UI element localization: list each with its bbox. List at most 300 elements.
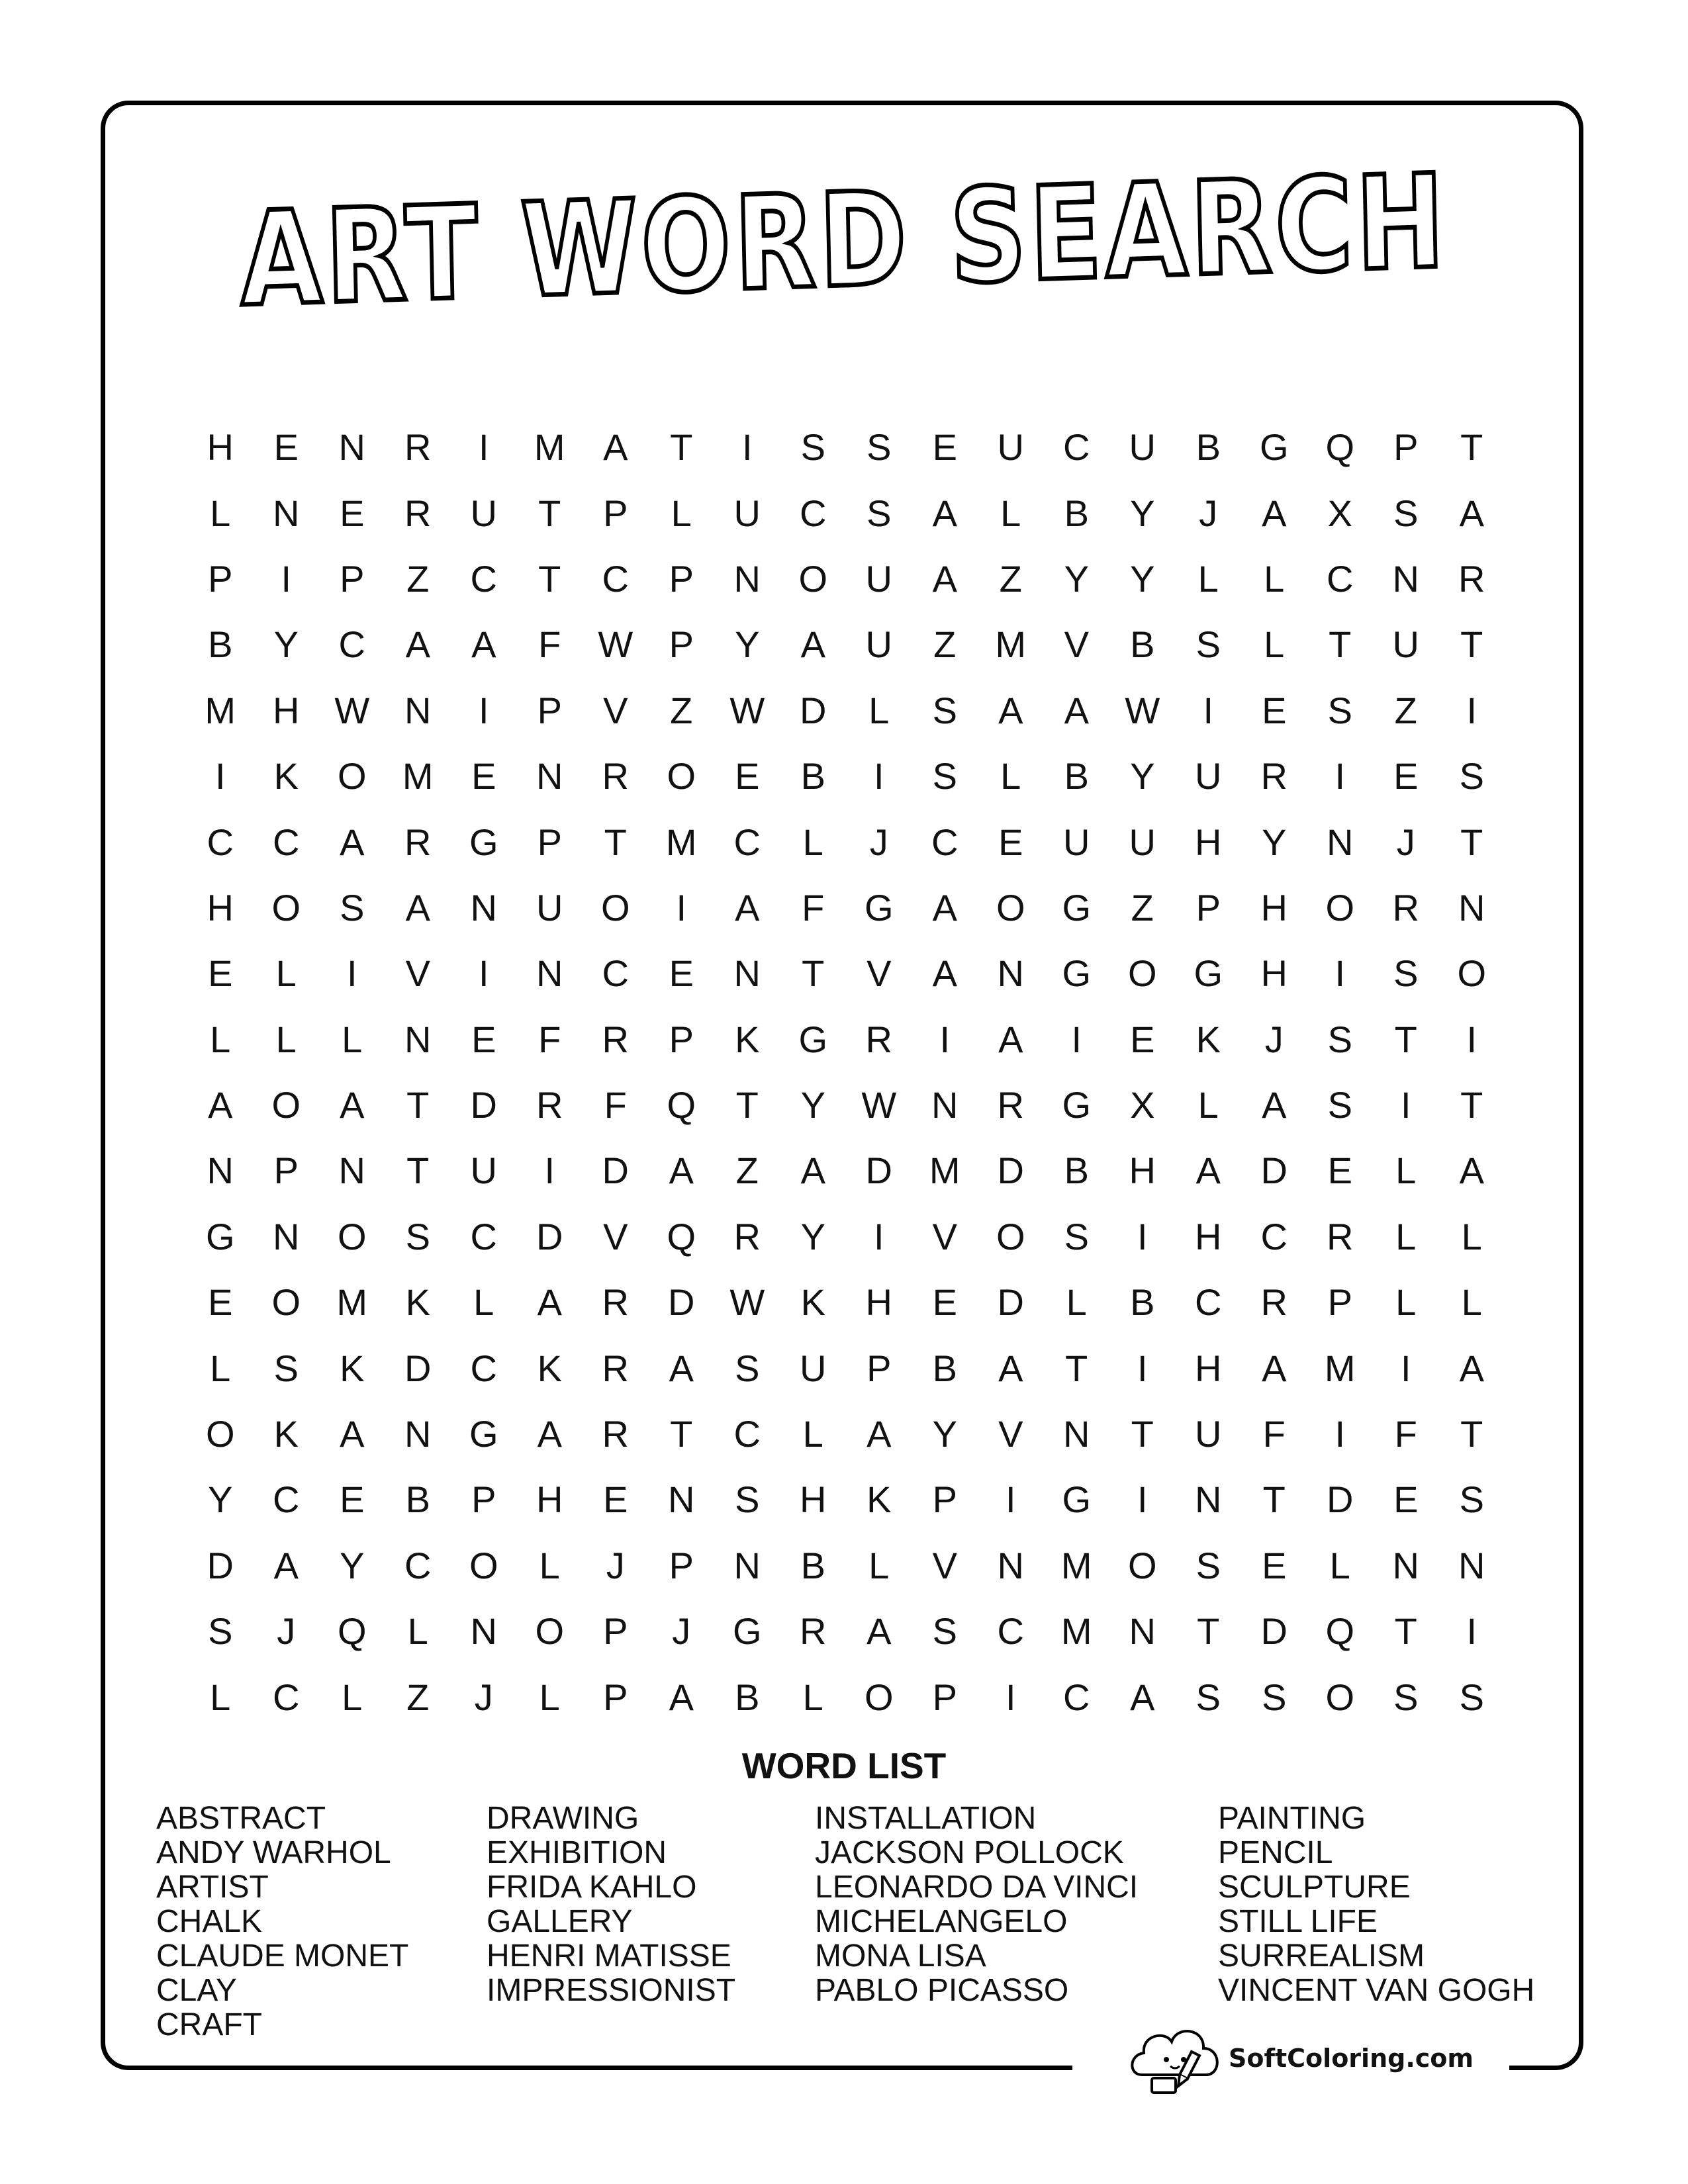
grid-cell[interactable]: K	[800, 1281, 825, 1324]
grid-cell[interactable]: W	[729, 1281, 765, 1324]
grid-cell[interactable]: S	[735, 1479, 760, 1521]
grid-cell[interactable]: B	[735, 1676, 760, 1718]
grid-cell[interactable]: O	[1325, 1676, 1355, 1718]
grid-cell[interactable]: L	[275, 1018, 297, 1060]
grid-cell[interactable]: P	[867, 1347, 892, 1389]
grid-cell[interactable]: T	[1065, 1347, 1088, 1389]
grid-cell[interactable]: R	[1327, 1215, 1354, 1257]
grid-cell[interactable]: P	[669, 557, 694, 600]
grid-cell[interactable]: G	[1062, 1084, 1092, 1126]
grid-cell[interactable]: N	[1392, 557, 1419, 600]
grid-cell[interactable]: E	[340, 1479, 365, 1521]
grid-cell[interactable]: Y	[735, 623, 760, 666]
grid-cell[interactable]: J	[606, 1544, 625, 1586]
grid-cell[interactable]: Y	[800, 1084, 825, 1126]
grid-cell[interactable]: N	[338, 426, 365, 469]
grid-cell[interactable]: N	[338, 1150, 365, 1192]
grid-cell[interactable]: T	[1262, 1479, 1286, 1521]
grid-cell[interactable]: Z	[1131, 886, 1154, 929]
grid-cell[interactable]: L	[210, 1347, 231, 1389]
grid-cell[interactable]: L	[1264, 557, 1285, 600]
grid-cell[interactable]: G	[798, 1018, 828, 1060]
grid-cell[interactable]: A	[867, 1413, 892, 1455]
grid-cell[interactable]: K	[273, 755, 299, 797]
grid-cell[interactable]: E	[998, 821, 1023, 863]
grid-cell[interactable]: L	[342, 1018, 363, 1060]
grid-cell[interactable]: D	[997, 1281, 1024, 1324]
grid-cell[interactable]: B	[1196, 426, 1221, 469]
grid-cell[interactable]: U	[997, 426, 1024, 469]
grid-cell[interactable]: T	[1197, 1610, 1220, 1653]
grid-cell[interactable]: B	[1064, 755, 1089, 797]
grid-cell[interactable]: R	[602, 1281, 629, 1324]
grid-cell[interactable]: O	[337, 755, 367, 797]
grid-cell[interactable]: T	[1460, 1084, 1483, 1126]
grid-cell[interactable]: N	[470, 886, 497, 929]
grid-cell[interactable]: P	[669, 1018, 694, 1060]
grid-cell[interactable]: Z	[933, 623, 957, 666]
grid-cell[interactable]: O	[271, 1084, 301, 1126]
grid-cell[interactable]: G	[1194, 952, 1223, 995]
grid-cell[interactable]: I	[1137, 1215, 1148, 1257]
grid-cell[interactable]: C	[733, 821, 761, 863]
grid-cell[interactable]: Z	[406, 1676, 430, 1718]
grid-cell[interactable]: S	[867, 426, 892, 469]
grid-cell[interactable]: A	[800, 1150, 825, 1192]
grid-cell[interactable]: C	[273, 1676, 300, 1718]
grid-cell[interactable]: U	[1195, 755, 1222, 797]
grid-cell[interactable]: L	[539, 1676, 560, 1718]
grid-cell[interactable]: I	[873, 755, 884, 797]
grid-cell[interactable]: A	[1262, 1347, 1287, 1389]
grid-cell[interactable]: N	[1327, 821, 1354, 863]
grid-cell[interactable]: L	[407, 1610, 428, 1653]
grid-cell[interactable]: T	[1460, 426, 1483, 469]
grid-cell[interactable]: P	[603, 1610, 628, 1653]
grid-cell[interactable]: F	[1394, 1413, 1417, 1455]
grid-cell[interactable]: D	[207, 1544, 234, 1586]
grid-cell[interactable]: K	[340, 1347, 365, 1389]
grid-cell[interactable]: S	[1459, 755, 1484, 797]
grid-cell[interactable]: S	[1064, 1215, 1089, 1257]
grid-cell[interactable]: Z	[999, 557, 1022, 600]
grid-cell[interactable]: A	[669, 1150, 694, 1192]
grid-cell[interactable]: A	[340, 1084, 365, 1126]
grid-cell[interactable]: A	[669, 1347, 694, 1389]
grid-cell[interactable]: T	[1460, 1413, 1483, 1455]
grid-cell[interactable]: P	[1393, 426, 1419, 469]
grid-cell[interactable]: N	[668, 1479, 695, 1521]
grid-cell[interactable]: C	[602, 557, 629, 600]
grid-cell[interactable]: N	[733, 557, 761, 600]
grid-cell[interactable]: I	[1137, 1347, 1148, 1389]
grid-cell[interactable]: K	[273, 1413, 299, 1455]
grid-cell[interactable]: H	[207, 886, 234, 929]
grid-cell[interactable]: I	[478, 426, 489, 469]
grid-cell[interactable]: J	[474, 1676, 493, 1718]
grid-cell[interactable]: C	[404, 1544, 432, 1586]
grid-cell[interactable]: K	[867, 1479, 892, 1521]
grid-cell[interactable]: I	[1005, 1479, 1016, 1521]
grid-cell[interactable]: R	[404, 426, 432, 469]
grid-cell[interactable]: S	[1196, 1544, 1221, 1586]
grid-cell[interactable]: S	[1327, 689, 1352, 731]
grid-cell[interactable]: A	[537, 1281, 562, 1324]
grid-cell[interactable]: R	[602, 1018, 629, 1060]
grid-cell[interactable]: M	[402, 755, 434, 797]
grid-cell[interactable]: T	[1394, 1610, 1417, 1653]
grid-cell[interactable]: E	[1262, 689, 1287, 731]
grid-cell[interactable]: A	[1459, 1150, 1484, 1192]
grid-cell[interactable]: L	[868, 689, 890, 731]
grid-cell[interactable]: S	[932, 1610, 957, 1653]
grid-cell[interactable]: A	[537, 1413, 562, 1455]
grid-cell[interactable]: D	[404, 1347, 432, 1389]
grid-cell[interactable]: P	[669, 623, 694, 666]
grid-cell[interactable]: O	[271, 886, 301, 929]
grid-cell[interactable]: D	[997, 1150, 1024, 1192]
grid-cell[interactable]: U	[1129, 821, 1156, 863]
grid-cell[interactable]: O	[1127, 1544, 1157, 1586]
grid-cell[interactable]: P	[932, 1676, 957, 1718]
grid-cell[interactable]: I	[1335, 755, 1346, 797]
grid-cell[interactable]: Z	[670, 689, 693, 731]
grid-cell[interactable]: E	[1130, 1018, 1155, 1060]
grid-cell[interactable]: A	[1130, 1676, 1155, 1718]
grid-cell[interactable]: I	[1466, 689, 1477, 731]
grid-cell[interactable]: N	[1195, 1479, 1222, 1521]
grid-cell[interactable]: O	[600, 886, 630, 929]
grid-cell[interactable]: V	[867, 952, 892, 995]
grid-cell[interactable]: J	[672, 1610, 691, 1653]
grid-cell[interactable]: P	[537, 821, 562, 863]
grid-cell[interactable]: Y	[340, 1544, 365, 1586]
grid-cell[interactable]: M	[205, 689, 236, 731]
grid-cell[interactable]: A	[800, 623, 825, 666]
grid-cell[interactable]: S	[1196, 1676, 1221, 1718]
grid-cell[interactable]: Y	[208, 1479, 233, 1521]
grid-cell[interactable]: L	[1197, 1084, 1219, 1126]
grid-cell[interactable]: B	[800, 755, 825, 797]
grid-cell[interactable]: I	[676, 886, 687, 929]
grid-cell[interactable]: S	[273, 1347, 299, 1389]
grid-cell[interactable]: L	[802, 821, 823, 863]
grid-cell[interactable]: T	[1460, 821, 1483, 863]
grid-cell[interactable]: A	[1262, 1084, 1287, 1126]
grid-cell[interactable]: B	[932, 1347, 957, 1389]
grid-cell[interactable]: G	[1259, 426, 1289, 469]
grid-cell[interactable]: L	[1066, 1281, 1087, 1324]
grid-cell[interactable]: L	[210, 1018, 231, 1060]
grid-cell[interactable]: M	[1060, 1610, 1092, 1653]
grid-cell[interactable]: O	[271, 1281, 301, 1324]
grid-cell[interactable]: R	[404, 821, 432, 863]
grid-cell[interactable]: N	[733, 1544, 761, 1586]
grid-cell[interactable]: F	[538, 623, 561, 666]
grid-cell[interactable]: Y	[1262, 821, 1287, 863]
grid-cell[interactable]: J	[1396, 821, 1415, 863]
grid-cell[interactable]: P	[208, 557, 233, 600]
grid-cell[interactable]: L	[802, 1676, 823, 1718]
grid-cell[interactable]: N	[997, 1544, 1024, 1586]
grid-cell[interactable]: R	[602, 1413, 629, 1455]
grid-cell[interactable]: P	[273, 1150, 299, 1192]
grid-cell[interactable]: N	[273, 492, 300, 534]
grid-cell[interactable]: L	[1000, 755, 1021, 797]
grid-cell[interactable]: G	[1062, 1479, 1092, 1521]
grid-cell[interactable]: N	[1458, 886, 1485, 929]
grid-cell[interactable]: C	[1063, 1676, 1090, 1718]
grid-cell[interactable]: I	[1335, 952, 1346, 995]
grid-cell[interactable]: H	[536, 1479, 563, 1521]
grid-cell[interactable]: L	[1461, 1215, 1482, 1257]
grid-cell[interactable]: S	[340, 886, 365, 929]
grid-cell[interactable]: D	[536, 1215, 563, 1257]
grid-cell[interactable]: I	[544, 1150, 555, 1192]
grid-cell[interactable]: R	[602, 755, 629, 797]
grid-cell[interactable]: U	[1195, 1413, 1222, 1455]
grid-cell[interactable]: T	[670, 426, 693, 469]
grid-cell[interactable]: L	[1395, 1215, 1417, 1257]
grid-cell[interactable]: B	[800, 1544, 825, 1586]
grid-cell[interactable]: C	[470, 1215, 497, 1257]
grid-cell[interactable]: W	[598, 623, 633, 666]
grid-cell[interactable]: L	[1264, 623, 1285, 666]
grid-cell[interactable]: A	[340, 1413, 365, 1455]
grid-cell[interactable]: F	[1262, 1413, 1286, 1455]
grid-cell[interactable]: S	[1393, 1676, 1419, 1718]
grid-cell[interactable]: P	[1327, 1281, 1352, 1324]
grid-cell[interactable]: I	[741, 426, 753, 469]
grid-cell[interactable]: L	[210, 492, 231, 534]
grid-cell[interactable]: A	[1196, 1150, 1221, 1192]
grid-cell[interactable]: H	[1195, 1347, 1222, 1389]
grid-cell[interactable]: N	[997, 952, 1024, 995]
grid-cell[interactable]: G	[469, 1413, 498, 1455]
grid-cell[interactable]: N	[404, 1018, 432, 1060]
grid-cell[interactable]: S	[405, 1215, 430, 1257]
grid-cell[interactable]: L	[802, 1413, 823, 1455]
grid-cell[interactable]: L	[1329, 1544, 1350, 1586]
grid-cell[interactable]: D	[668, 1281, 695, 1324]
grid-cell[interactable]: R	[1260, 755, 1288, 797]
grid-cell[interactable]: D	[1260, 1610, 1288, 1653]
grid-cell[interactable]: A	[998, 689, 1023, 731]
grid-cell[interactable]: S	[932, 689, 957, 731]
grid-cell[interactable]: I	[1137, 1479, 1148, 1521]
grid-cell[interactable]: Q	[1325, 426, 1355, 469]
grid-cell[interactable]: Q	[667, 1215, 696, 1257]
grid-cell[interactable]: Y	[1130, 492, 1155, 534]
grid-cell[interactable]: P	[932, 1479, 957, 1521]
grid-cell[interactable]: T	[406, 1084, 430, 1126]
grid-cell[interactable]: T	[802, 952, 825, 995]
grid-cell[interactable]: E	[1327, 1150, 1352, 1192]
grid-cell[interactable]: I	[1203, 689, 1214, 731]
grid-cell[interactable]: E	[669, 952, 694, 995]
grid-cell[interactable]: X	[1327, 492, 1352, 534]
grid-cell[interactable]: E	[471, 1018, 496, 1060]
grid-cell[interactable]: T	[538, 557, 561, 600]
grid-cell[interactable]: R	[997, 1084, 1024, 1126]
grid-cell[interactable]: U	[733, 492, 761, 534]
grid-cell[interactable]: A	[405, 886, 430, 929]
grid-cell[interactable]: R	[404, 492, 432, 534]
grid-cell[interactable]: L	[1461, 1281, 1482, 1324]
grid-cell[interactable]: U	[536, 886, 563, 929]
grid-cell[interactable]: W	[861, 1084, 897, 1126]
grid-cell[interactable]: Z	[1394, 689, 1417, 731]
grid-cell[interactable]: H	[1195, 821, 1222, 863]
grid-cell[interactable]: V	[603, 1215, 628, 1257]
grid-cell[interactable]: T	[735, 1084, 759, 1126]
grid-cell[interactable]: A	[405, 623, 430, 666]
grid-cell[interactable]: O	[1127, 952, 1157, 995]
grid-cell[interactable]: T	[1394, 1018, 1417, 1060]
grid-cell[interactable]: I	[214, 755, 226, 797]
grid-cell[interactable]: O	[535, 1610, 565, 1653]
grid-cell[interactable]: A	[932, 952, 957, 995]
grid-cell[interactable]: O	[337, 1215, 367, 1257]
grid-cell[interactable]: O	[205, 1413, 235, 1455]
grid-cell[interactable]: S	[932, 755, 957, 797]
grid-cell[interactable]: S	[735, 1347, 760, 1389]
grid-cell[interactable]: N	[1129, 1610, 1156, 1653]
grid-cell[interactable]: W	[729, 689, 765, 731]
grid-cell[interactable]: E	[603, 1479, 628, 1521]
grid-cell[interactable]: G	[1062, 952, 1092, 995]
grid-cell[interactable]: N	[733, 952, 761, 995]
grid-cell[interactable]: Q	[337, 1610, 367, 1653]
grid-cell[interactable]: B	[208, 623, 233, 666]
grid-cell[interactable]: O	[996, 886, 1025, 929]
grid-cell[interactable]: Y	[1130, 755, 1155, 797]
grid-cell[interactable]: C	[207, 821, 234, 863]
grid-cell[interactable]: R	[1392, 886, 1419, 929]
grid-cell[interactable]: J	[869, 821, 888, 863]
grid-cell[interactable]: L	[539, 1544, 560, 1586]
grid-cell[interactable]: M	[995, 623, 1027, 666]
grid-cell[interactable]: M	[336, 1281, 368, 1324]
grid-cell[interactable]: C	[602, 952, 629, 995]
grid-cell[interactable]: Z	[406, 557, 430, 600]
grid-cell[interactable]: A	[932, 557, 957, 600]
grid-cell[interactable]: F	[538, 1018, 561, 1060]
grid-cell[interactable]: A	[471, 623, 496, 666]
grid-cell[interactable]: C	[470, 557, 497, 600]
grid-cell[interactable]: Q	[667, 1084, 696, 1126]
grid-cell[interactable]: S	[1196, 623, 1221, 666]
grid-cell[interactable]: K	[405, 1281, 430, 1324]
grid-cell[interactable]: H	[1129, 1150, 1156, 1192]
grid-cell[interactable]: I	[1400, 1084, 1411, 1126]
grid-cell[interactable]: D	[470, 1084, 497, 1126]
grid-cell[interactable]: N	[931, 1084, 959, 1126]
grid-cell[interactable]: N	[536, 952, 563, 995]
grid-cell[interactable]: J	[1199, 492, 1218, 534]
grid-cell[interactable]: C	[273, 1479, 300, 1521]
grid-cell[interactable]: L	[671, 492, 692, 534]
grid-cell[interactable]: R	[536, 1084, 563, 1126]
grid-cell[interactable]: Y	[1064, 557, 1089, 600]
grid-cell[interactable]: Z	[735, 1150, 759, 1192]
grid-cell[interactable]: L	[1395, 1150, 1417, 1192]
grid-cell[interactable]: E	[273, 426, 299, 469]
grid-cell[interactable]: N	[273, 1215, 300, 1257]
grid-cell[interactable]: A	[208, 1084, 233, 1126]
grid-cell[interactable]: C	[800, 492, 827, 534]
grid-cell[interactable]: S	[1327, 1084, 1352, 1126]
grid-cell[interactable]: N	[1458, 1544, 1485, 1586]
grid-cell[interactable]: S	[800, 426, 825, 469]
grid-cell[interactable]: I	[478, 689, 489, 731]
grid-cell[interactable]: A	[735, 886, 760, 929]
grid-cell[interactable]: I	[281, 557, 292, 600]
grid-cell[interactable]: B	[1064, 492, 1089, 534]
grid-cell[interactable]: O	[798, 557, 828, 600]
grid-cell[interactable]: S	[1393, 492, 1419, 534]
grid-cell[interactable]: C	[1063, 426, 1090, 469]
grid-cell[interactable]: A	[1064, 689, 1089, 731]
grid-cell[interactable]: K	[735, 1018, 760, 1060]
grid-cell[interactable]: C	[1327, 557, 1354, 600]
grid-cell[interactable]: S	[1262, 1676, 1287, 1718]
grid-cell[interactable]: P	[603, 492, 628, 534]
grid-cell[interactable]: L	[1197, 557, 1219, 600]
grid-cell[interactable]: G	[732, 1610, 762, 1653]
grid-cell[interactable]: T	[1460, 623, 1483, 666]
grid-cell[interactable]: K	[537, 1347, 562, 1389]
grid-cell[interactable]: N	[404, 689, 432, 731]
grid-cell[interactable]: U	[470, 492, 497, 534]
grid-cell[interactable]: P	[340, 557, 365, 600]
grid-cell[interactable]: A	[669, 1676, 694, 1718]
grid-cell[interactable]: A	[1459, 492, 1484, 534]
grid-cell[interactable]: N	[1063, 1413, 1090, 1455]
grid-cell[interactable]: F	[604, 1084, 627, 1126]
grid-cell[interactable]: G	[1062, 886, 1092, 929]
grid-cell[interactable]: N	[1392, 1544, 1419, 1586]
grid-cell[interactable]: C	[338, 623, 365, 666]
grid-cell[interactable]: H	[273, 689, 300, 731]
grid-cell[interactable]: T	[1131, 1413, 1154, 1455]
grid-cell[interactable]: C	[1195, 1281, 1222, 1324]
grid-cell[interactable]: C	[997, 1610, 1024, 1653]
grid-cell[interactable]: M	[534, 426, 565, 469]
grid-cell[interactable]: S	[867, 492, 892, 534]
grid-cell[interactable]: C	[1260, 1215, 1288, 1257]
grid-cell[interactable]: P	[537, 689, 562, 731]
grid-cell[interactable]: L	[1395, 1281, 1417, 1324]
grid-cell[interactable]: Q	[1325, 1610, 1355, 1653]
grid-cell[interactable]: B	[405, 1479, 430, 1521]
grid-cell[interactable]: I	[1071, 1018, 1082, 1060]
grid-cell[interactable]: H	[800, 1479, 827, 1521]
grid-cell[interactable]: E	[471, 755, 496, 797]
grid-cell[interactable]: H	[865, 1281, 892, 1324]
grid-cell[interactable]: L	[210, 1676, 231, 1718]
grid-cell[interactable]: E	[735, 755, 760, 797]
grid-cell[interactable]: N	[207, 1150, 234, 1192]
grid-cell[interactable]: O	[864, 1676, 894, 1718]
grid-cell[interactable]: H	[1260, 952, 1288, 995]
grid-cell[interactable]: N	[470, 1610, 497, 1653]
grid-cell[interactable]: D	[602, 1150, 629, 1192]
grid-cell[interactable]: I	[1005, 1676, 1016, 1718]
grid-cell[interactable]: X	[1130, 1084, 1155, 1126]
grid-cell[interactable]: U	[865, 557, 892, 600]
grid-cell[interactable]: O	[1325, 886, 1355, 929]
